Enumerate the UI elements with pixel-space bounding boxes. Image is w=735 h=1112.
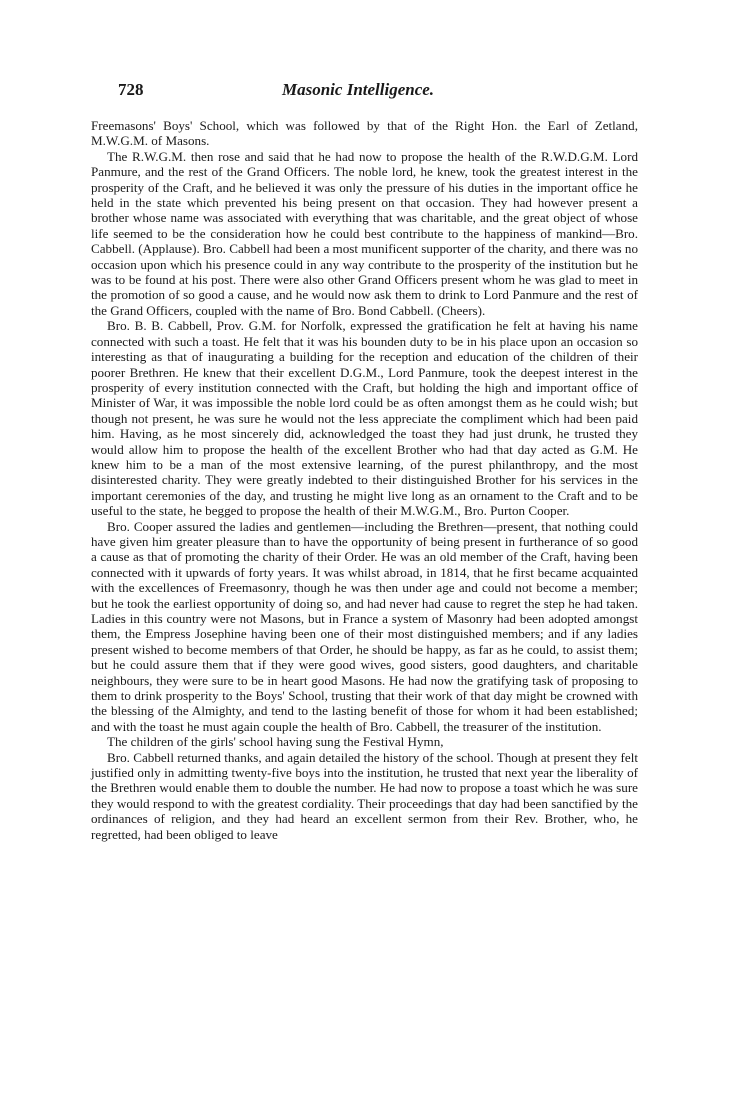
paragraph-festival-hymn: The children of the girls' school having sung the Festival Hymn, — [107, 734, 444, 750]
paragraph-cooper-speech: Bro. Cooper assured the ladies and gentlemen—including the Brethren—present, that nothing could have given him greater pleasure than to have the opportunity of being present in furtherance of so good a cause as that of promoting the charity of their Order. He was an old member of the Craft, having been connected with it upwards of forty years. It was whilst abroad, in 1814, that he first became acquainted with the excellences of Freemasonry, though he was then under age and could not become a member; but he took the earliest opportunity of doing so, and had never had cause to regret the step he had taken. Ladies in this country were not Masons, but in France a system of Masonry had been adopted amongst them, the Empress Josephine having been one of their most distinguished members; and if any ladies present wished to become members of that Order, he should be happy, as far as he could, to assist them; but he could assure them that if they were good wives, good sisters, good daughters, and charitable neighbours, they were sure to be in heart good Masons. He had now the gratifying task of proposing to them to drink prosperity to the Boys' School, trusting that their work of that day might be crowned with the blessing of the Almighty, and tend to the lasting benefit of those for whom it had been established; and with the toast he must again couple the health of Bro. Cabbell, the treasurer of the institution. — [91, 518, 638, 734]
paragraph-cabbell-reply: Bro. B. B. Cabbell, Prov. G.M. for Norfolk, expressed the gratification he felt at having his name connected with such a toast. He felt that it was his bounden duty to be in his place upon an occasion so interesting as that of inaugurating a building for the reception and education of the children of their poorer Brethren. He knew that their excellent D.G.M., Lord Panmure, took the deepest interest in the prosperity of every institution connected with the Craft, but holding the high and important office of Minister of War, it was impossible the noble lord could be as often amongst them as he could wish; but though not present, he was sure he would not the less appreciate the compliment which had been paid him. Having, as he most sincerely did, acknowledged the toast they had just drunk, he trusted they would allow him to propose the health of the excellent Brother who had that day acted as G.M. He knew him to be a man of the most extensive learning, of the purest philanthropy, and the most disinterested charity. They were greatly indebted to their distinguished Brother for his services in the important ceremonies of the day, and trusting he might live long as an ornament to the Craft and to be useful to the state, he begged to propose the health of their M.W.G.M., Bro. Purton Cooper. — [91, 318, 638, 519]
page-header — [118, 80, 638, 104]
paragraph-continuation: Freemasons' Boys' School, which was followed by that of the Right Hon. the Earl of Zetland, M.W.G.M. of Masons. — [91, 118, 638, 149]
article-body — [91, 118, 638, 842]
running-title: Masonic Intelligence. — [282, 80, 435, 99]
paragraph-cabbell-thanks: Bro. Cabbell returned thanks, and again detailed the history of the school. Though at present they felt justified only in admitting twenty-five boys into the institution, he trusted that next year the liberality of the Brethren would enable them to double the number. He had now to propose a toast which he was sure they would respond to with the greatest cordiality. Their proceedings that day had been sanctified by the ordinances of religion, and they had heard an excellent sermon from their Rev. Brother, who, he regretted, had been obliged to leave — [91, 749, 638, 842]
paragraph-grand-officers-toast: The R.W.G.M. then rose and said that he had now to propose the health of the R.W.D.G.M. Lord Panmure, and the rest of the Grand Officers. The noble lord, he knew, took the greatest interest in the prosperity of the Craft, and he believed it was only the pressure of his duties in the important office he held in the state which prevented his being present on that occasion. They had however present a brother whose name was associated with everything that was charitable, and the great object of whose life seemed to be the consideration how he could best contribute to the happiness of mankind—Bro. Cabbell. (Applause). Bro. Cabbell had been a most munificent supporter of the charity, and there was no occasion upon which his presence could in any way contribute to the prosperity of the institution but he was to be found at his post. There were also other Grand Officers present whom he was glad to meet in the promotion of so good a cause, and he would now ask them to drink to Lord Panmure and the rest of the Grand Officers, coupled with the name of Bro. Bond Cabbell. (Cheers). — [91, 148, 638, 318]
page-number: 728 — [118, 80, 144, 99]
